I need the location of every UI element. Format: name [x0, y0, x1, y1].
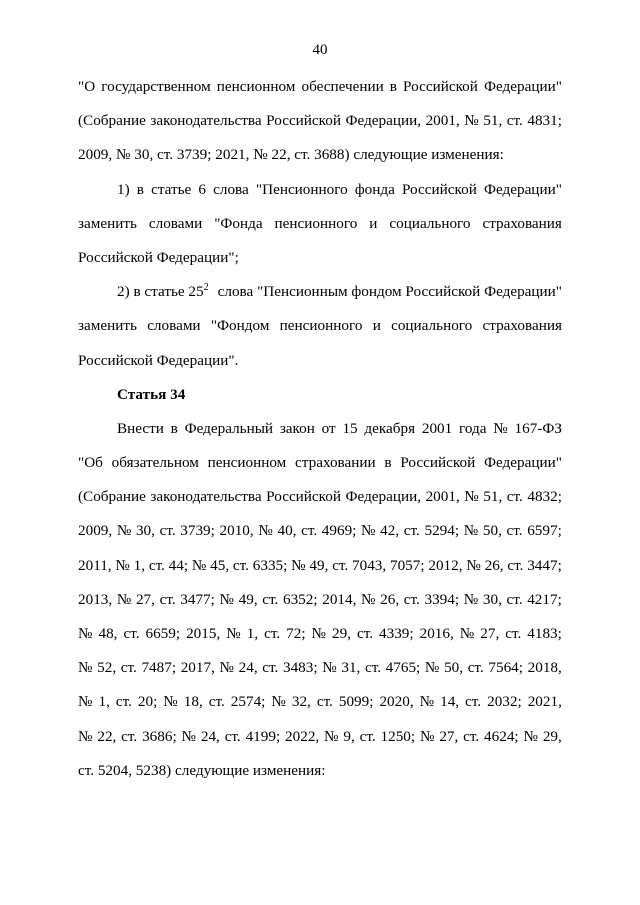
word: "Пенсионного	[255, 180, 348, 198]
word: №	[258, 522, 273, 540]
word: 2009,	[78, 522, 113, 540]
word: №	[116, 522, 132, 540]
word: словами	[147, 317, 201, 335]
word: №	[464, 112, 479, 130]
word: 48,	[98, 625, 118, 642]
word: 1)	[117, 180, 130, 198]
word: Российской	[266, 112, 342, 130]
word: 2001,	[425, 488, 460, 506]
word: страхования	[482, 317, 562, 335]
word: ст.	[115, 693, 132, 711]
word: ст.	[507, 556, 524, 574]
word: 27,	[135, 590, 155, 608]
text-line: ст. 5204, 5238) следующие изменения:	[78, 761, 326, 779]
word: №	[116, 590, 132, 608]
word: ст.	[506, 112, 523, 130]
word: 27,	[480, 625, 500, 642]
word: 2018,	[527, 659, 562, 677]
word: 3477;	[180, 590, 215, 608]
word: 1,	[98, 693, 110, 711]
text-line	[78, 412, 562, 446]
word: ст.	[506, 522, 523, 540]
word: ст.	[208, 693, 225, 711]
text-line: Российской Федерации";	[78, 248, 239, 266]
text-line	[78, 617, 562, 651]
word: ст.	[224, 727, 241, 745]
word: социального	[389, 214, 471, 232]
word: страховании	[295, 454, 376, 472]
word: обязательном	[111, 454, 199, 472]
text-line	[78, 446, 562, 480]
word: 2574;	[230, 693, 266, 711]
word: 9,	[343, 727, 355, 745]
text-line	[78, 173, 562, 207]
word: государственном	[101, 78, 211, 95]
word: пенсионном	[207, 454, 287, 472]
word: (Собрание	[78, 488, 146, 506]
word: декабря	[364, 419, 416, 437]
word: 6659;	[145, 625, 181, 642]
word: Российской	[400, 454, 476, 472]
word: 30,	[135, 522, 155, 540]
word: 1,	[246, 625, 259, 642]
word: №	[361, 590, 376, 608]
text-line	[78, 583, 562, 617]
word: ст.	[359, 727, 376, 745]
word: Внести	[117, 419, 164, 437]
word: 7057;	[389, 556, 425, 574]
article-heading: Статья 34	[117, 385, 186, 403]
word: 4624;	[484, 727, 519, 745]
word: ст.	[316, 693, 333, 711]
word: ст.	[262, 590, 279, 608]
word: статье	[151, 180, 192, 198]
word: №	[219, 590, 235, 608]
word: 4831;	[527, 112, 562, 130]
word: "О	[78, 78, 96, 95]
word: 50,	[482, 522, 502, 540]
word: Федерации"	[483, 454, 562, 472]
word: года	[458, 419, 487, 437]
word: №	[523, 727, 538, 745]
word: и	[369, 214, 378, 232]
word: №	[191, 556, 207, 574]
word: ст.	[463, 727, 480, 745]
word: 2012,	[428, 556, 463, 574]
intro-paragraph	[78, 70, 562, 173]
word: 26,	[484, 556, 504, 574]
text-line	[78, 309, 562, 343]
word: 29,	[332, 625, 351, 642]
text-line	[78, 685, 562, 719]
word: "Фонда	[214, 214, 263, 232]
word: ст.	[403, 522, 420, 540]
word: 24,	[238, 659, 258, 677]
word: 29,	[542, 727, 562, 745]
amendment-item-2	[78, 275, 562, 378]
word: 2011,	[78, 556, 112, 574]
word: №	[424, 659, 440, 677]
text-line	[78, 70, 562, 104]
word: 3686;	[142, 727, 177, 745]
word: 42,	[380, 522, 400, 540]
text-line	[78, 275, 562, 309]
text-line	[78, 480, 562, 514]
word: №	[322, 659, 337, 677]
word: 45,	[210, 556, 230, 574]
word: 20;	[137, 693, 158, 711]
word: №	[463, 590, 479, 608]
word: №	[324, 727, 339, 745]
word: "Фондом	[210, 317, 270, 335]
word: 2010,	[219, 522, 254, 540]
item-2-start: 2) в статье $25^2$	[117, 282, 209, 301]
word: страхования	[482, 214, 562, 232]
word: 2022,	[285, 727, 320, 745]
word: 49,	[309, 556, 329, 574]
item-2-rest: слова "Пенсионным фондом Российской Федерации"	[213, 283, 562, 301]
word: 31,	[341, 659, 361, 677]
word: законодательства	[150, 112, 262, 130]
word: в	[136, 180, 144, 198]
word: №	[361, 522, 376, 540]
word: ст.	[301, 522, 318, 540]
word: ст.	[264, 625, 281, 642]
word: №	[271, 693, 286, 711]
word: "Об	[78, 454, 103, 472]
word: обеспечении	[301, 78, 384, 95]
word: ст.	[159, 590, 176, 608]
word: Федеральный	[184, 419, 274, 437]
text-line	[78, 514, 562, 548]
word: заменить	[78, 317, 137, 335]
word: 2032;	[487, 693, 522, 711]
word: 30,	[482, 590, 502, 608]
text-line	[78, 104, 562, 138]
word: 49,	[238, 590, 258, 608]
word: №	[464, 488, 479, 506]
word: в	[170, 419, 178, 437]
word: №	[219, 659, 235, 677]
word: 6	[198, 180, 207, 198]
word: 3394;	[424, 590, 460, 608]
word: 3739;	[180, 522, 215, 540]
word: ст.	[332, 556, 349, 574]
text-line	[78, 549, 562, 583]
word: закон	[279, 419, 315, 437]
word: пенсионного	[274, 214, 358, 232]
word: Российской	[401, 180, 477, 198]
word: Российской	[266, 488, 342, 506]
word: 4183;	[527, 625, 562, 642]
text-line: Российской Федерации".	[78, 351, 239, 369]
word: Федерации"	[483, 78, 562, 95]
amendment-item-1	[78, 173, 562, 276]
word: №	[115, 556, 130, 574]
word: слова	[213, 180, 249, 198]
word: словами	[148, 214, 203, 232]
word: 27,	[439, 727, 459, 745]
word: 4199;	[245, 727, 281, 745]
word: №	[78, 693, 93, 711]
word: ст.	[148, 556, 165, 574]
word: ст.	[506, 590, 523, 608]
word: 26,	[380, 590, 400, 608]
word: 2020,	[379, 693, 414, 711]
word: 22,	[97, 727, 117, 745]
word: 6597;	[527, 522, 562, 540]
word: ст.	[506, 488, 523, 506]
word: №	[311, 625, 327, 642]
word: №	[419, 727, 435, 745]
word: 5099;	[338, 693, 374, 711]
word: Федерации,	[345, 488, 422, 506]
word: 4217;	[527, 590, 562, 608]
word: 2014,	[322, 590, 357, 608]
word: 5294;	[424, 522, 460, 540]
word: 2016,	[419, 625, 454, 642]
word: №	[78, 727, 93, 745]
word: от	[321, 419, 336, 437]
word: 6352;	[282, 590, 318, 608]
word: 3483;	[282, 659, 318, 677]
word: законодательства	[150, 488, 262, 506]
word: №	[463, 522, 479, 540]
superscript: 2	[203, 282, 209, 294]
text-line	[78, 207, 562, 241]
word: (Собрание	[78, 112, 146, 130]
word: ст.	[262, 659, 279, 677]
word: 15	[342, 419, 358, 437]
word: 6335;	[252, 556, 288, 574]
word: ст.	[403, 590, 420, 608]
word: 40,	[277, 522, 297, 540]
word: ст.	[356, 625, 374, 642]
word: ст.	[364, 659, 382, 677]
word: 44;	[168, 556, 189, 574]
word: ст.	[159, 522, 176, 540]
word: 7487;	[141, 659, 177, 677]
word: №	[466, 556, 481, 574]
word: 4765;	[385, 659, 421, 677]
word: ст.	[121, 727, 138, 745]
word: Российской	[403, 78, 478, 95]
word: 4339;	[379, 625, 414, 642]
word: 1,	[133, 556, 146, 574]
word: пенсионном	[216, 78, 296, 95]
word: 52,	[97, 659, 117, 677]
word: 50,	[444, 659, 464, 677]
word: 2001	[421, 419, 453, 437]
word: №	[163, 693, 178, 711]
word: 167-ФЗ	[514, 419, 562, 437]
word: 51,	[483, 112, 503, 130]
word: 7564;	[488, 659, 523, 677]
word: 18,	[183, 693, 203, 711]
word: 4832;	[527, 488, 562, 506]
word: 51,	[483, 488, 503, 506]
word: 32,	[291, 693, 311, 711]
word: 72;	[286, 625, 306, 642]
article-body	[78, 412, 562, 788]
word: и	[372, 317, 381, 335]
word: №	[459, 625, 475, 642]
word: ст.	[467, 659, 484, 677]
word: 2017,	[180, 659, 215, 677]
word: №	[419, 693, 435, 711]
word: 24,	[200, 727, 220, 745]
word: в	[389, 78, 397, 95]
word: ст.	[505, 625, 522, 642]
word: №	[181, 727, 197, 745]
word: 14,	[440, 693, 460, 711]
word: 7043,	[352, 556, 387, 574]
text-line	[78, 651, 562, 685]
word: 3447;	[527, 556, 562, 574]
word: №	[493, 419, 508, 437]
word: в	[384, 454, 392, 472]
word: №	[226, 625, 241, 642]
word: №	[291, 556, 306, 574]
word: пенсионного	[279, 317, 363, 335]
word: 4969;	[321, 522, 357, 540]
word: №	[78, 625, 93, 642]
word: 1250;	[380, 727, 416, 745]
word: фонда	[354, 180, 395, 198]
word: социального	[391, 317, 473, 335]
document-body	[78, 70, 562, 788]
word: 2021,	[527, 693, 562, 711]
word: ст.	[120, 659, 137, 677]
word: Федерации"	[483, 180, 562, 198]
word: ст.	[232, 556, 249, 574]
page-number: 40	[312, 42, 328, 58]
word: 2001,	[425, 112, 460, 130]
word: 2013,	[78, 590, 113, 608]
text-line	[78, 720, 562, 754]
word: ст.	[465, 693, 482, 711]
text-line: 2009, № 30, ст. 3739; 2021, № 22, ст. 3688) следующие изменения:	[78, 146, 504, 164]
word: заменить	[78, 214, 137, 232]
word: Федерации,	[345, 112, 422, 130]
word: №	[78, 659, 93, 677]
word: ст.	[123, 625, 140, 642]
word: 2015,	[186, 625, 221, 642]
